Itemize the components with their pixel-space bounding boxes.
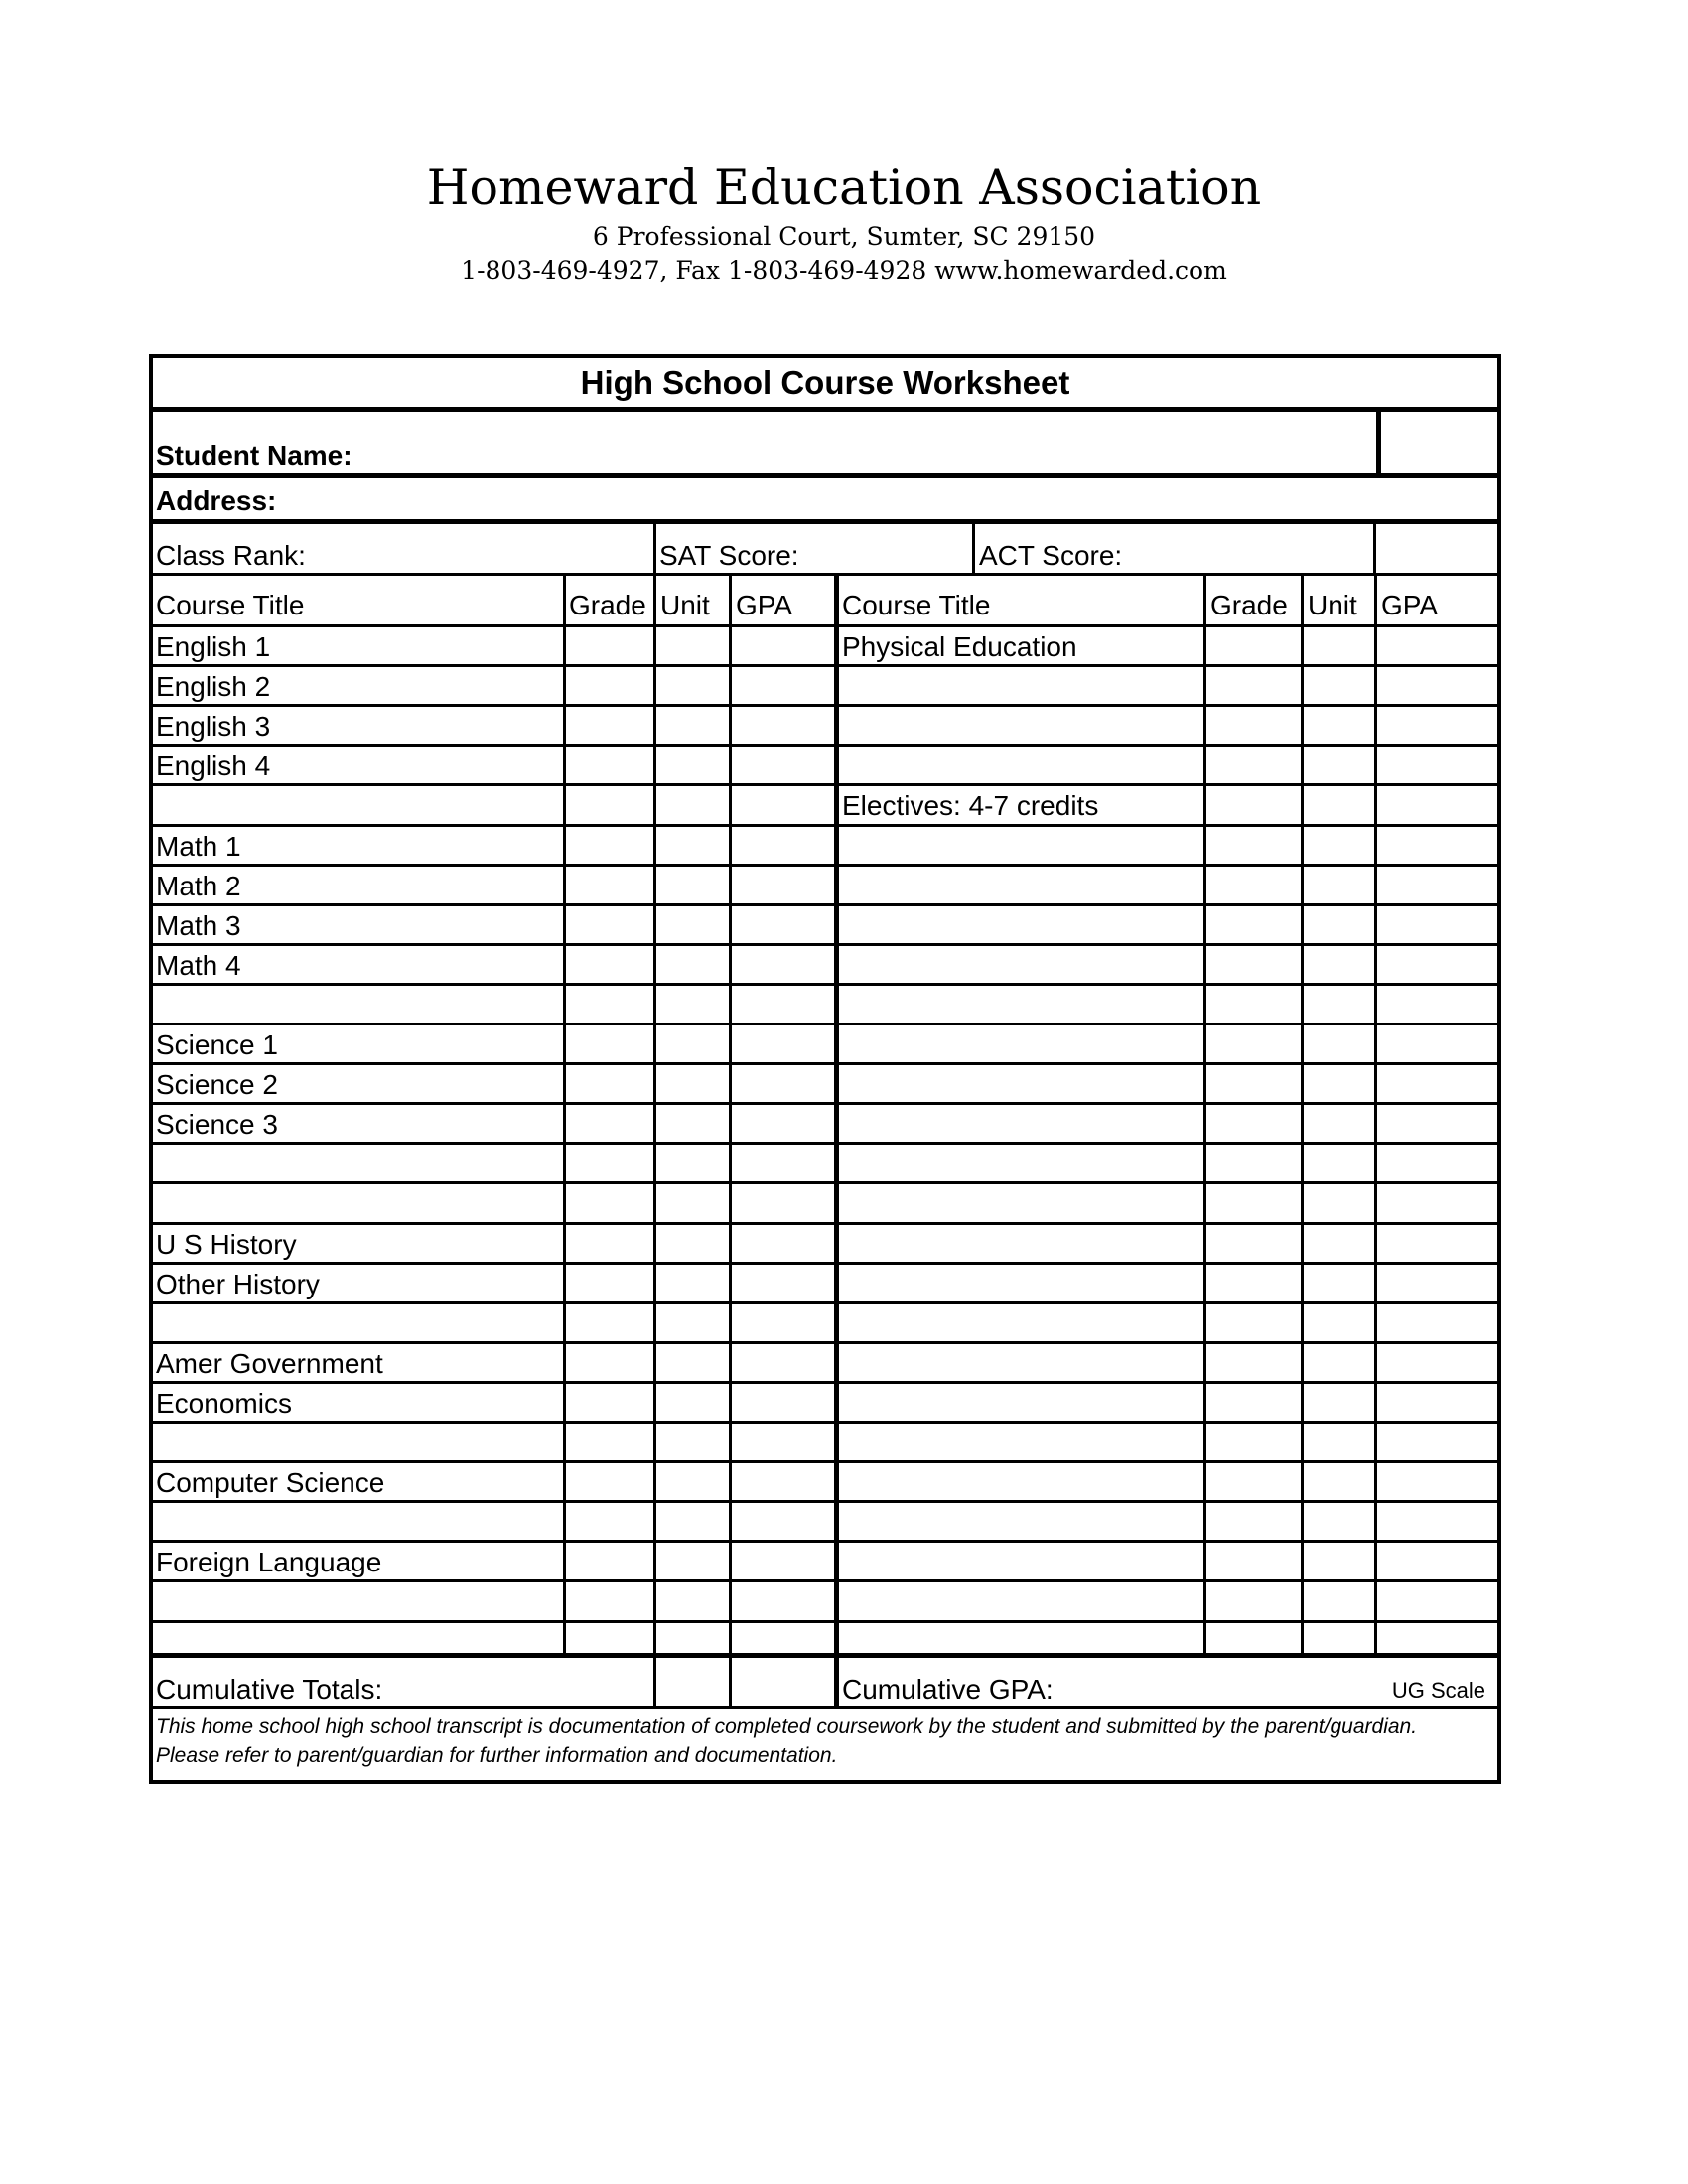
left-gpa-field[interactable] (735, 1464, 832, 1498)
sat-act-divider (972, 521, 975, 574)
left-gpa-field[interactable] (735, 628, 832, 662)
left-grade-field[interactable] (569, 1385, 650, 1419)
right-grade-field[interactable] (1209, 1226, 1298, 1260)
right-grade-field[interactable] (1209, 1425, 1298, 1458)
left-gpa-field[interactable] (735, 907, 832, 941)
form-title: High School Course Worksheet (580, 364, 1070, 401)
left-grade-field[interactable] (569, 1345, 650, 1379)
left-grade-field[interactable] (569, 1504, 650, 1538)
right-gpa-field[interactable] (1380, 628, 1491, 662)
left-grade-field[interactable] (569, 1026, 650, 1060)
left-unit-field[interactable] (659, 1464, 726, 1498)
left-grade-field[interactable] (569, 1066, 650, 1100)
right-grade-field[interactable] (1209, 868, 1298, 901)
left-grade-field[interactable] (569, 987, 650, 1021)
right-grade-field[interactable] (1209, 1345, 1298, 1379)
title-divider (153, 407, 1497, 412)
right-unit-field[interactable] (1307, 1425, 1371, 1458)
cumulative-unit-field[interactable] (659, 1661, 726, 1703)
student-name-label: Student Name: (156, 440, 352, 471)
left-course-title: Science 3 (156, 1109, 278, 1140)
left-grade-field[interactable] (569, 1106, 650, 1140)
right-gpa-field[interactable] (1380, 1226, 1491, 1260)
left-gpa-field[interactable] (735, 1266, 832, 1299)
table-row (153, 1262, 1497, 1265)
right-unit-field[interactable] (1307, 1385, 1371, 1419)
left-grade-field[interactable] (569, 1226, 650, 1260)
cumulative-totals-label: Cumulative Totals: (156, 1674, 383, 1705)
right-grade-field[interactable] (1209, 1544, 1298, 1577)
left-unit-field[interactable] (659, 1544, 726, 1577)
right-gpa-field[interactable] (1380, 987, 1491, 1021)
right-gpa-field[interactable] (1380, 947, 1491, 981)
left-unit-field[interactable] (659, 1026, 726, 1060)
address-label: Address: (156, 485, 277, 516)
right-unit-field[interactable] (1307, 1106, 1371, 1140)
left-unit-field[interactable] (659, 1345, 726, 1379)
header-row-bottom (153, 624, 1497, 627)
left-unit-field[interactable] (659, 1504, 726, 1538)
col-divider-grade-right (1203, 574, 1206, 1655)
organization-address: 6 Professional Court, Sumter, SC 29150 (592, 222, 1096, 251)
right-grade-field[interactable] (1209, 1305, 1298, 1339)
right-grade-field[interactable] (1209, 1266, 1298, 1299)
right-unit-field[interactable] (1307, 987, 1371, 1021)
left-course-title: Other History (156, 1269, 320, 1299)
left-unit-field[interactable] (659, 668, 726, 702)
left-unit-field[interactable] (659, 907, 726, 941)
left-course-title: Math 2 (156, 871, 241, 901)
left-grade-field[interactable] (569, 1464, 650, 1498)
right-unit-field[interactable] (1307, 1583, 1371, 1618)
left-gpa-field[interactable] (735, 1185, 832, 1220)
right-gpa-field[interactable] (1380, 1146, 1491, 1179)
left-unit-field[interactable] (659, 787, 726, 822)
left-gpa-field[interactable] (735, 1226, 832, 1260)
table-row (153, 1341, 1497, 1344)
table-row (153, 983, 1497, 986)
left-gpa-field[interactable] (735, 828, 832, 862)
left-gpa-field[interactable] (735, 1385, 832, 1419)
right-column-header-course-title: Course Title (842, 590, 991, 620)
right-column-header-gpa: GPA (1381, 590, 1439, 620)
left-grade-field[interactable] (569, 1583, 650, 1618)
left-grade-field[interactable] (569, 1146, 650, 1179)
act-extra-divider (1373, 521, 1376, 574)
left-unit-field[interactable] (659, 628, 726, 662)
right-unit-field[interactable] (1307, 907, 1371, 941)
left-gpa-field[interactable] (735, 748, 832, 781)
table-row (153, 744, 1497, 747)
left-unit-field[interactable] (659, 868, 726, 901)
left-unit-field[interactable] (659, 708, 726, 742)
left-gpa-field[interactable] (735, 1544, 832, 1577)
right-gpa-field[interactable] (1380, 1464, 1491, 1498)
left-unit-field[interactable] (659, 1185, 726, 1220)
right-unit-field[interactable] (1307, 1305, 1371, 1339)
organization-contact: 1-803-469-4927, Fax 1-803-469-4928 www.homewarded.com (461, 256, 1227, 285)
left-unit-field[interactable] (659, 828, 726, 862)
right-unit-field[interactable] (1307, 1026, 1371, 1060)
left-grade-field[interactable] (569, 1425, 650, 1458)
left-course-title: Economics (156, 1388, 292, 1419)
left-unit-field[interactable] (659, 748, 726, 781)
table-row (153, 1023, 1497, 1025)
left-unit-field[interactable] (659, 1385, 726, 1419)
right-gpa-field[interactable] (1380, 1544, 1491, 1577)
left-course-title: Science 2 (156, 1069, 278, 1100)
right-grade-field[interactable] (1209, 828, 1298, 862)
act-extra-field[interactable] (1380, 527, 1491, 568)
right-gpa-field[interactable] (1380, 668, 1491, 702)
organization-name: Homeward Education Association (426, 159, 1262, 215)
left-grade-field[interactable] (569, 628, 650, 662)
left-course-title: Math 3 (156, 910, 241, 941)
right-unit-field[interactable] (1307, 1544, 1371, 1577)
student-name-extra-field[interactable] (1385, 416, 1491, 470)
right-unit-field[interactable] (1307, 708, 1371, 742)
right-gpa-field[interactable] (1380, 1345, 1491, 1379)
left-column-header-grade: Grade (569, 590, 646, 620)
cumulative-gpa-total-field[interactable] (735, 1661, 832, 1703)
right-gpa-field[interactable] (1380, 708, 1491, 742)
table-row (153, 1381, 1497, 1384)
right-unit-field[interactable] (1307, 668, 1371, 702)
left-course-title: English 1 (156, 631, 271, 662)
footnote-divider (153, 1706, 1497, 1709)
right-unit-field[interactable] (1307, 1464, 1371, 1498)
left-gpa-field[interactable] (735, 1583, 832, 1618)
class-rank-field[interactable] (321, 527, 648, 568)
left-course-title: English 4 (156, 751, 271, 781)
right-unit-field[interactable] (1307, 787, 1371, 822)
table-row (153, 1460, 1497, 1463)
table-row (153, 1062, 1497, 1065)
left-gpa-field[interactable] (735, 868, 832, 901)
table-row (153, 1421, 1497, 1424)
table-row (153, 1620, 1497, 1623)
right-column-header-unit: Unit (1308, 590, 1357, 620)
table-row (153, 1142, 1497, 1145)
rank-sat-divider (653, 521, 656, 574)
left-unit-field[interactable] (659, 987, 726, 1021)
right-grade-field[interactable] (1209, 748, 1298, 781)
left-unit-field[interactable] (659, 1146, 726, 1179)
left-unit-field[interactable] (659, 1106, 726, 1140)
left-gpa-field[interactable] (735, 1026, 832, 1060)
right-gpa-field[interactable] (1380, 1106, 1491, 1140)
table-row (153, 1500, 1497, 1503)
right-gpa-field[interactable] (1380, 1583, 1491, 1618)
left-course-title: English 2 (156, 671, 271, 702)
right-grade-field[interactable] (1209, 1185, 1298, 1220)
table-row (153, 1540, 1497, 1543)
col-divider-gpa-right (1374, 574, 1377, 1655)
table-row (153, 1222, 1497, 1225)
left-gpa-field[interactable] (735, 787, 832, 822)
table-row (153, 903, 1497, 906)
table-row (153, 704, 1497, 707)
right-grade-field[interactable] (1209, 1583, 1298, 1618)
course-worksheet-form (149, 354, 1501, 1784)
act-score-label: ACT Score: (979, 540, 1123, 571)
left-gpa-field[interactable] (735, 1106, 832, 1140)
right-gpa-field[interactable] (1380, 1385, 1491, 1419)
left-grade-field[interactable] (569, 787, 650, 822)
right-gpa-field[interactable] (1380, 787, 1491, 822)
sat-score-label: SAT Score: (659, 540, 799, 571)
left-gpa-field[interactable] (735, 1504, 832, 1538)
left-gpa-field[interactable] (735, 1146, 832, 1179)
left-course-title: Foreign Language (156, 1547, 382, 1577)
right-gpa-field[interactable] (1380, 1425, 1491, 1458)
right-gpa-field[interactable] (1380, 1305, 1491, 1339)
table-row (153, 943, 1497, 946)
left-grade-field[interactable] (569, 1185, 650, 1220)
left-grade-field[interactable] (569, 907, 650, 941)
left-unit-field[interactable] (659, 1226, 726, 1260)
student-name-field[interactable] (360, 416, 1372, 470)
right-unit-field[interactable] (1307, 828, 1371, 862)
left-unit-field[interactable] (659, 1583, 726, 1618)
right-gpa-field[interactable] (1380, 868, 1491, 901)
right-grade-field[interactable] (1209, 708, 1298, 742)
right-grade-field[interactable] (1209, 987, 1298, 1021)
right-gpa-field[interactable] (1380, 1504, 1491, 1538)
left-grade-field[interactable] (569, 1266, 650, 1299)
ug-scale-label: UG Scale (1391, 1678, 1485, 1703)
left-course-title: U S History (156, 1229, 297, 1260)
right-gpa-field[interactable] (1380, 907, 1491, 941)
right-gpa-field[interactable] (1380, 1266, 1491, 1299)
left-gpa-field[interactable] (735, 668, 832, 702)
right-unit-field[interactable] (1307, 1345, 1371, 1379)
right-unit-field[interactable] (1307, 748, 1371, 781)
right-grade-field[interactable] (1209, 668, 1298, 702)
left-course-title: English 3 (156, 711, 271, 742)
left-gpa-field[interactable] (735, 1425, 832, 1458)
right-grade-field[interactable] (1209, 1026, 1298, 1060)
left-grade-field[interactable] (569, 668, 650, 702)
right-unit-field[interactable] (1307, 1266, 1371, 1299)
left-unit-field[interactable] (659, 1266, 726, 1299)
right-course-title: Physical Education (842, 631, 1077, 662)
left-gpa-field[interactable] (735, 1345, 832, 1379)
right-grade-field[interactable] (1209, 1385, 1298, 1419)
right-grade-field[interactable] (1209, 947, 1298, 981)
left-unit-field[interactable] (659, 1066, 726, 1100)
left-grade-field[interactable] (569, 947, 650, 981)
table-row (153, 783, 1497, 786)
right-grade-field[interactable] (1209, 628, 1298, 662)
right-gpa-field[interactable] (1380, 1066, 1491, 1100)
right-gpa-field[interactable] (1380, 828, 1491, 862)
right-grade-field[interactable] (1209, 1106, 1298, 1140)
right-grade-field[interactable] (1209, 1066, 1298, 1100)
cumulative-gpa-label: Cumulative GPA: (842, 1674, 1054, 1705)
left-gpa-field[interactable] (735, 947, 832, 981)
left-course-title: Amer Government (156, 1348, 383, 1379)
right-gpa-field[interactable] (1380, 1026, 1491, 1060)
table-row (153, 864, 1497, 867)
footnote-line-1: This home school high school transcript is documentation of completed coursework by the student and submitted by the parent/guardian. (156, 1715, 1418, 1738)
left-grade-field[interactable] (569, 1544, 650, 1577)
table-row (153, 824, 1497, 827)
table-row (153, 1181, 1497, 1184)
table-row (153, 664, 1497, 667)
left-grade-field[interactable] (569, 748, 650, 781)
left-course-title: Math 4 (156, 950, 241, 981)
left-gpa-field[interactable] (735, 708, 832, 742)
left-column-header-unit: Unit (660, 590, 710, 620)
header-row-top (153, 573, 1497, 576)
col-divider-grade-left (563, 574, 566, 1655)
table-row (153, 1579, 1497, 1582)
left-gpa-field[interactable] (735, 1305, 832, 1339)
right-unit-field[interactable] (1307, 1226, 1371, 1260)
totals-divider (153, 1653, 1497, 1658)
table-row (153, 1301, 1497, 1304)
left-course-title: Computer Science (156, 1467, 385, 1498)
act-score-field[interactable] (1125, 527, 1368, 568)
left-column-header-course-title: Course Title (156, 590, 305, 620)
left-column-header-gpa: GPA (736, 590, 793, 620)
class-rank-label: Class Rank: (156, 540, 306, 571)
right-unit-field[interactable] (1307, 1185, 1371, 1220)
right-unit-field[interactable] (1307, 947, 1371, 981)
right-gpa-field[interactable] (1380, 748, 1491, 781)
left-unit-field[interactable] (659, 947, 726, 981)
right-unit-field[interactable] (1307, 868, 1371, 901)
right-unit-field[interactable] (1307, 1146, 1371, 1179)
left-gpa-field[interactable] (735, 1066, 832, 1100)
left-unit-field[interactable] (659, 1425, 726, 1458)
footnote-line-2: Please refer to parent/guardian for further information and documentation. (156, 1744, 838, 1767)
address-divider (153, 473, 1497, 478)
right-grade-field[interactable] (1209, 907, 1298, 941)
right-gpa-field[interactable] (1380, 1185, 1491, 1220)
address-field[interactable] (291, 480, 1491, 515)
col-divider-unit-right (1301, 574, 1304, 1655)
left-unit-field[interactable] (659, 1305, 726, 1339)
left-course-title: Math 1 (156, 831, 241, 862)
left-grade-field[interactable] (569, 708, 650, 742)
address-bottom-divider (153, 519, 1497, 524)
right-unit-field[interactable] (1307, 1504, 1371, 1538)
right-course-title: Electives: 4-7 credits (842, 790, 1099, 821)
cumulative-gpa-field[interactable] (1065, 1661, 1377, 1703)
right-grade-field[interactable] (1209, 787, 1298, 822)
left-grade-field[interactable] (569, 828, 650, 862)
right-unit-field[interactable] (1307, 1066, 1371, 1100)
right-grade-field[interactable] (1209, 1504, 1298, 1538)
right-column-header-grade: Grade (1210, 590, 1288, 620)
left-grade-field[interactable] (569, 1305, 650, 1339)
left-gpa-field[interactable] (735, 987, 832, 1021)
student-name-box-divider (1376, 412, 1381, 475)
left-course-title: Science 1 (156, 1029, 278, 1060)
right-unit-field[interactable] (1307, 628, 1371, 662)
sat-score-field[interactable] (807, 527, 967, 568)
right-grade-field[interactable] (1209, 1146, 1298, 1179)
left-grade-field[interactable] (569, 868, 650, 901)
table-row (153, 1102, 1497, 1105)
right-grade-field[interactable] (1209, 1464, 1298, 1498)
